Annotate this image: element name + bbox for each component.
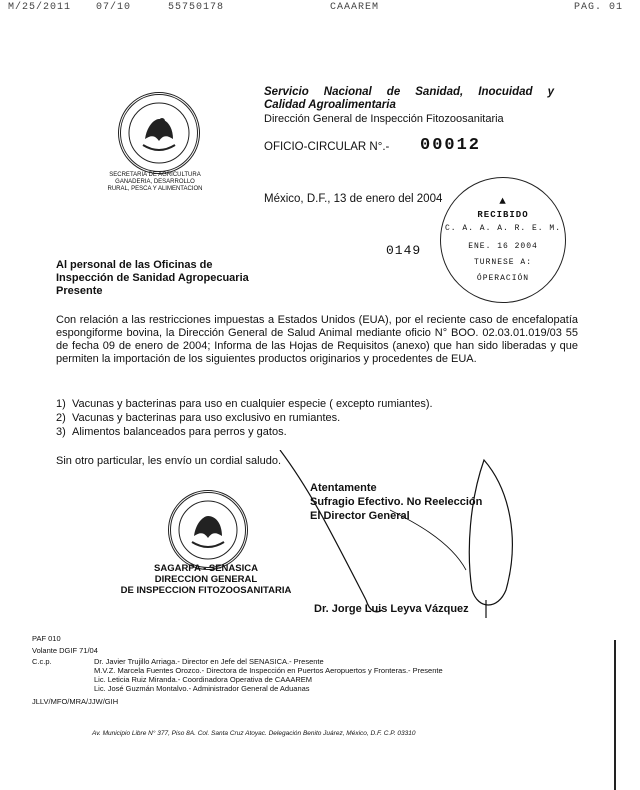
- signature-icon: [270, 450, 530, 620]
- agency-line: SECRETARIA DE AGRICULTURA: [109, 172, 201, 178]
- official-seal-icon: [168, 490, 248, 570]
- footer-address: Av. Municipio Libre N° 377, Piso 8A. Col. Santa Cruz Atoyac. Delegación Benito Juárez, México, D.F. C.P. 03310: [92, 730, 416, 737]
- service-title: Servicio Nacional de Sanidad, Inocuidad y Calidad Agroalimentaria: [264, 86, 554, 111]
- agency-name: [96, 172, 214, 193]
- fax-phone: 55750178: [168, 2, 225, 13]
- signature-block: Atentamente Sufragio Efectivo. No Reelección El Director General: [310, 482, 483, 522]
- fax-header: [8, 2, 632, 16]
- fax-sender: CAAAREM: [330, 2, 380, 13]
- ccp-item: Lic. Leticia Ruiz Miranda.- Coordinadora Operativa de CAAAREM: [94, 675, 313, 684]
- signatory-name: Dr. Jorge Luis Leyva Vázquez: [314, 603, 469, 615]
- place-date: México, D.F., 13 de enero del 2004: [264, 193, 443, 205]
- paf-ref: PAF 010: [32, 634, 61, 643]
- ccp-item: Dr. Javier Trujillo Arriaga.- Director en Jefe del SENASICA.- Presente: [94, 657, 324, 666]
- addressee: Al personal de las Oficinas de Inspección de Sanidad Agropecuaria Presente: [56, 259, 249, 297]
- coat-of-arms-seal-icon: [118, 92, 200, 174]
- list-item: 2) Vacunas y bacterinas para uso exclusivo en rumiantes.: [56, 412, 341, 424]
- fax-time: 07/10: [96, 2, 132, 13]
- agency-line: RURAL, PESCA Y ALIMENTACION: [107, 186, 203, 192]
- ccp-item: M.V.Z. Marcela Fuentes Orozco.- Directora de Inspección en Puertos Aeropuertos y Fronteras.- Presente: [94, 666, 443, 675]
- received-turn: TURNESE A:: [473, 258, 532, 267]
- arrow-up-icon: ▲: [499, 196, 507, 208]
- received-title: RECIBIDO: [477, 210, 529, 220]
- product-list: [56, 397, 576, 439]
- agency-line: GANADERIA, DESARROLLO: [115, 179, 195, 185]
- volante-ref: Volante DGIF 71/04: [32, 646, 98, 655]
- received-org: C. A. A. A. R. E. M.: [444, 224, 561, 233]
- oficio-number: 00012: [420, 136, 482, 155]
- fax-date: M/25/2011: [8, 2, 72, 13]
- oficio-label: OFICIO-CIRCULAR N°.-: [264, 141, 390, 153]
- scan-edge: [614, 640, 616, 790]
- ccp-item: Lic. José Guzmán Montalvo.- Administrador General de Aduanas: [94, 684, 310, 693]
- list-item: 1) Vacunas y bacterinas para uso en cualquier especie ( excepto rumiantes).: [56, 398, 433, 410]
- ccp-list: [94, 657, 614, 693]
- list-item: 3) Alimentos balanceados para perros y gatos.: [56, 426, 287, 438]
- fax-page: PAG. 01: [574, 2, 624, 13]
- received-area: ÓPERACIÓN: [476, 274, 530, 283]
- closing-line: Sin otro particular, les envío un cordial saludo.: [56, 455, 282, 467]
- body-paragraph: Con relación a las restricciones impuestas a Estados Unidos (EUA), por el reciente caso de encefalopatía espongiforme bovina, la Dirección General de Salud Animal mediante oficio N° BOO. 02.03.01.019/03 55 de fecha 09 de enero de 2004; Informa de las Hojas de Requisitos (anexo) que han sido liberadas y que permiten la importación de los siguientes productos originarios y procedentes de EUA.: [56, 314, 578, 365]
- ccp-label: C.c.p.: [32, 657, 52, 666]
- initials: JLLV/MFO/MRA/JJW/GIH: [32, 697, 119, 706]
- received-stamp: [440, 177, 566, 303]
- received-date: ENE. 16 2004: [468, 242, 538, 251]
- service-subtitle: Dirección General de Inspección Fitozoosanitaria: [264, 113, 504, 125]
- official-stamp-text: SAGARPA - SENASICA DIRECCION GENERAL DE INSPECCION FITOZOOSANITARIA: [120, 563, 292, 596]
- handwritten-number: 0149: [386, 243, 422, 258]
